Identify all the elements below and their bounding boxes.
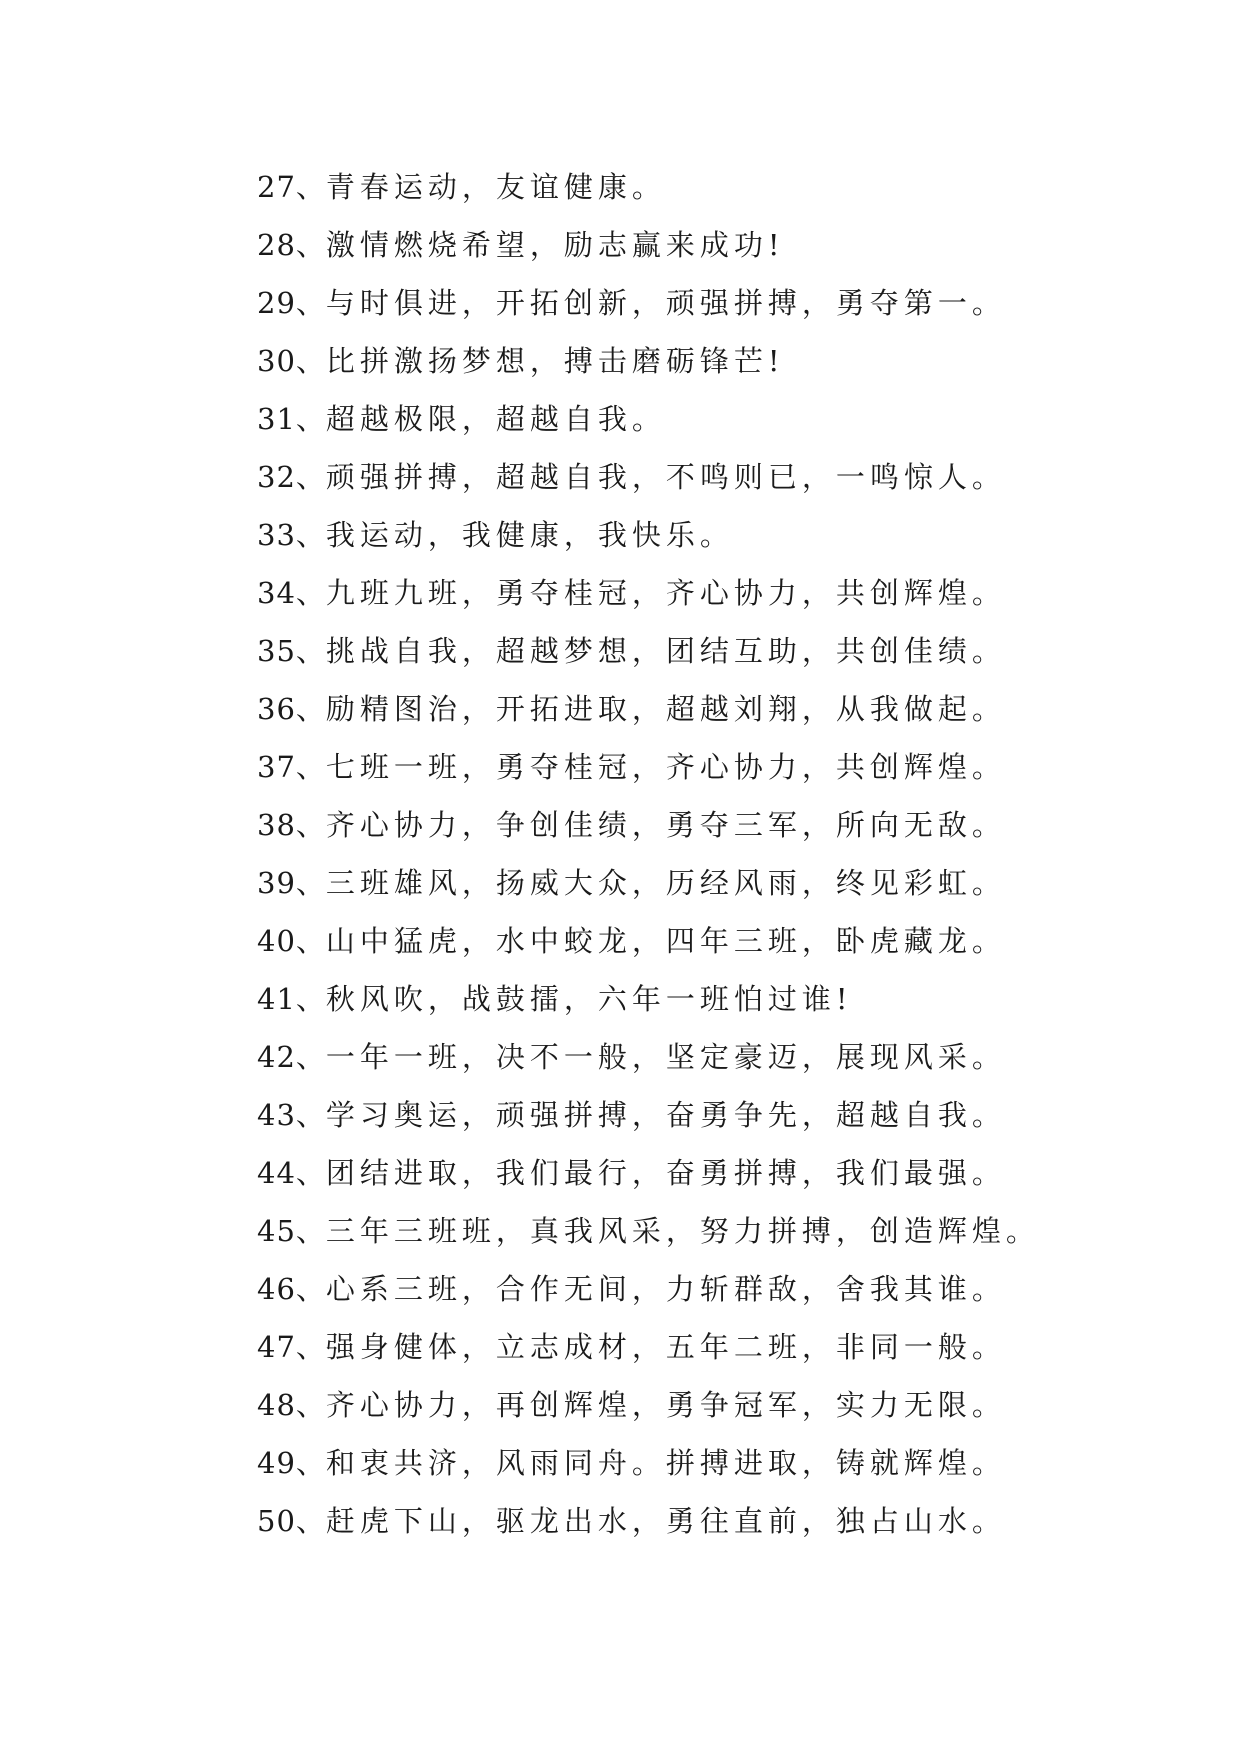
item-text: 青春运动，友谊健康。	[325, 170, 666, 204]
item-number: 41、	[257, 982, 326, 1016]
item-text: 励精图治，开拓进取，超越刘翔，从我做起。	[325, 692, 1006, 726]
item-text: 顽强拼搏，超越自我，不鸣则已，一鸣惊人。	[325, 460, 1006, 494]
item-text: 赶虎下山，驱龙出水，勇往直前，独占山水。	[325, 1504, 1006, 1538]
item-number: 45、	[257, 1214, 326, 1248]
list-item	[257, 216, 1040, 274]
item-number: 34、	[257, 576, 326, 610]
item-text: 强身健体，立志成材，五年二班，非同一般。	[325, 1330, 1006, 1364]
item-number: 33、	[257, 518, 326, 552]
item-text: 九班九班，勇夺桂冠，齐心协力，共创辉煌。	[325, 576, 1006, 610]
item-number: 35、	[257, 634, 326, 668]
list-item	[257, 1028, 1040, 1086]
item-text: 一年一班，决不一般，坚定豪迈，展现风采。	[325, 1040, 1006, 1074]
item-number: 42、	[257, 1040, 326, 1074]
item-text: 激情燃烧希望，励志赢来成功!	[325, 228, 785, 262]
item-number: 48、	[257, 1388, 326, 1422]
list-item	[257, 680, 1040, 738]
item-number: 31、	[257, 402, 326, 436]
list-item	[257, 564, 1040, 622]
list-item	[257, 448, 1040, 506]
item-number: 39、	[257, 866, 326, 900]
item-number: 49、	[257, 1446, 326, 1480]
list-item	[257, 390, 1040, 448]
list-item	[257, 1144, 1040, 1202]
list-item	[257, 1376, 1040, 1434]
list-item	[257, 970, 1040, 1028]
item-text: 三年三班班，真我风采，努力拼搏，创造辉煌。	[325, 1214, 1040, 1248]
item-text: 我运动，我健康，我快乐。	[325, 518, 734, 552]
item-text: 比拼激扬梦想，搏击磨砺锋芒!	[325, 344, 785, 378]
item-text: 与时俱进，开拓创新，顽强拼搏，勇夺第一。	[325, 286, 1006, 320]
slogan-list	[257, 158, 1040, 1550]
list-item	[257, 158, 1040, 216]
item-number: 47、	[257, 1330, 326, 1364]
item-text: 三班雄风，扬威大众，历经风雨，终见彩虹。	[325, 866, 1006, 900]
list-item	[257, 1086, 1040, 1144]
item-number: 44、	[257, 1156, 326, 1190]
list-item	[257, 912, 1040, 970]
list-item	[257, 332, 1040, 390]
list-item	[257, 274, 1040, 332]
item-number: 36、	[257, 692, 326, 726]
item-number: 32、	[257, 460, 326, 494]
item-number: 46、	[257, 1272, 326, 1306]
item-number: 27、	[257, 170, 326, 204]
list-item	[257, 1492, 1040, 1550]
list-item	[257, 1434, 1040, 1492]
item-text: 挑战自我，超越梦想，团结互助，共创佳绩。	[325, 634, 1006, 668]
item-text: 团结进取，我们最行，奋勇拼搏，我们最强。	[325, 1156, 1006, 1190]
item-number: 37、	[257, 750, 326, 784]
item-text: 齐心协力，争创佳绩，勇夺三军，所向无敌。	[325, 808, 1006, 842]
item-number: 38、	[257, 808, 326, 842]
item-text: 七班一班，勇夺桂冠，齐心协力，共创辉煌。	[325, 750, 1006, 784]
list-item	[257, 1202, 1040, 1260]
item-text: 超越极限，超越自我。	[325, 402, 666, 436]
item-number: 40、	[257, 924, 326, 958]
list-item	[257, 622, 1040, 680]
item-number: 29、	[257, 286, 326, 320]
list-item	[257, 1260, 1040, 1318]
list-item	[257, 796, 1040, 854]
list-item	[257, 738, 1040, 796]
item-text: 和衷共济，风雨同舟。拼搏进取，铸就辉煌。	[325, 1446, 1006, 1480]
item-text: 心系三班，合作无间，力斩群敌，舍我其谁。	[325, 1272, 1006, 1306]
item-number: 30、	[257, 344, 326, 378]
item-text: 学习奥运，顽强拼搏，奋勇争先，超越自我。	[325, 1098, 1006, 1132]
item-number: 43、	[257, 1098, 326, 1132]
list-item	[257, 1318, 1040, 1376]
item-text: 秋风吹，战鼓擂，六年一班怕过谁!	[325, 982, 853, 1016]
list-item	[257, 854, 1040, 912]
item-text: 山中猛虎，水中蛟龙，四年三班，卧虎藏龙。	[325, 924, 1006, 958]
list-item	[257, 506, 1040, 564]
item-text: 齐心协力，再创辉煌，勇争冠军，实力无限。	[325, 1388, 1006, 1422]
item-number: 50、	[257, 1504, 326, 1538]
item-number: 28、	[257, 228, 326, 262]
